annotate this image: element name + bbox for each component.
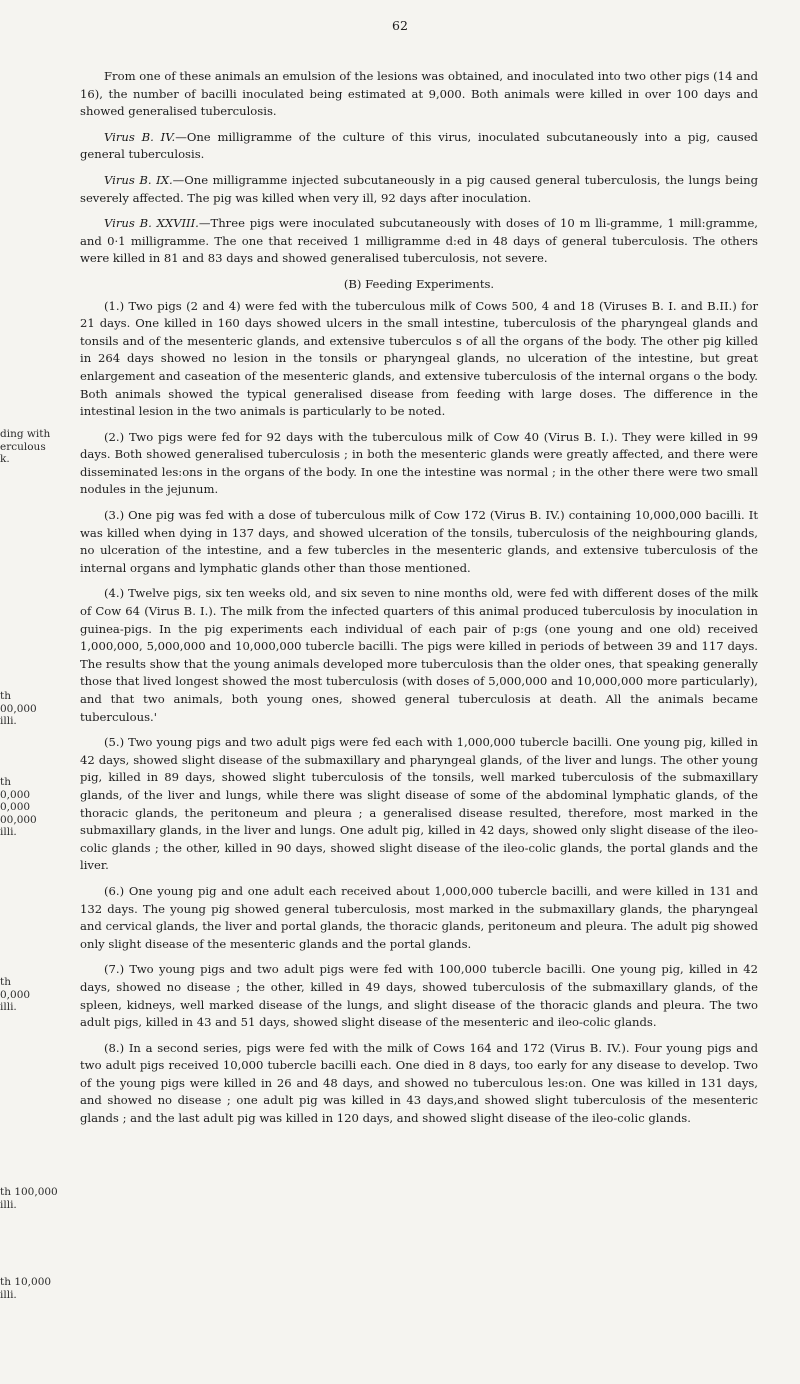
margin-note: th 10,000 illi. bbox=[0, 1276, 52, 1301]
virus-lead: Virus B. IX. bbox=[104, 172, 173, 187]
margin-note: th 0,000 illi. bbox=[0, 976, 31, 1013]
paragraph-exp-5: (5.) Two young pigs and two adult pigs were fed each with 1,000,000 tubercle bacilli. One young pig, killed in 42 days, showed slight disease of the submaxillary and pharyngeal glands, of the liver and lungs. The other young pig, killed in 89 days, showed slight tuberculosis of the tonsils, well marked tuberculosis of the submaxillary glands, of the liver and lungs, while there was slight disease of some of the abdominal lymphatic glands, of the thoracic glands, the peritoneum and pleura ; a generalised disease resulted, therefore, most marked in the submaxillary glands, in the liver and lungs. One adult pig, killed in 42 days, showed only slight disease of the ileo-colic glands ; the other, killed in 90 days, showed slight disease of the ileo-colic glands, the portal glands and the liver. bbox=[80, 735, 758, 873]
virus-lead: Virus B. IV. bbox=[104, 129, 176, 144]
virus-lead: Virus B. XXVIII. bbox=[104, 216, 199, 231]
paragraph-exp-2: (2.) Two pigs were fed for 92 days with the tuberculous milk of Cow 40 (Virus B. I.). They were killed in 99 days. Both showed generalised tuberculosis ; in both the mesenteric glands were greatly affected, and there were disseminated les:ons in the organs of the body. In one the intestine was normal ; in the other there were two small nodules in the jejunum. bbox=[80, 429, 758, 497]
margin-note: ding with erculous k. bbox=[0, 428, 51, 465]
paragraph-exp-8: (8.) In a second series, pigs were fed with the milk of Cows 164 and 172 (Virus B. IV.). Four young pigs and two adult pigs received 10,000 tubercle bacilli each. One died in 8 days, too early for any disease to develop. Two of the young pigs were killed in 26 and 48 days, and showed no tuberculous les:on. One was killed in 131 days, and showed no disease ; one adult pig was killed in 43 days,and showed slight tuberculosis of the mesenteric glands ; and the last adult pig was killed in 120 days, and showed slight disease of the ileo-colic glands. bbox=[80, 1040, 758, 1126]
paragraph-exp-4: (4.) Twelve pigs, six ten weeks old, and six seven to nine months old, were fed with different doses of the milk of Cow 64 (Virus B. I.). The milk from the infected quarters of this animal produced tuberculosis by inoculation in guinea-pigs. In the pig experiments each individual of each pair of p:gs (one young and one old) received 1,000,000, 5,000,000 and 10,000,000 tubercle bacilli. The pigs were killed in periods of between 39 and 117 days. The results show that the young animals developed more tuberculosis than the older ones, that speaking generally those that lived longest showed the most tuberculosis (with doses of 5,000,000 and 10,000,000 more particularly), and that two animals, both young ones, showed general tuberculosis at death. All the animals became tuberculous.' bbox=[80, 586, 758, 724]
paragraph-virus-b9: Virus B. IX.—One milligramme injected subcutaneously in a pig caused general tuberculosis, the lungs being severely affected. The pig was killed when very ill, 92 days after inoculation. bbox=[80, 172, 758, 205]
body-text bbox=[80, 68, 758, 1136]
paragraph-virus-b28: Virus B. XXVIII.—Three pigs were inoculated subcutaneously with doses of 10 m lli-gramme, 1 mill:gramme, and 0·1 milligramme. The one that received 1 milligramme d:ed in 48 days of general tuberculosis. The others were killed in 81 and 83 days and showed generalised tuberculosis, not severe. bbox=[80, 216, 758, 266]
paragraph-exp-1: (1.) Two pigs (2 and 4) were fed with the tuberculous milk of Cows 500, 4 and 18 (Viruses B. I. and B.II.) for 21 days. One killed in 160 days showed ulcers in the small intestine, tuberculosis of the pharyngeal glands and tonsils and of the mesenteric glands, and extensive tuberculos s of all the organs of the body. The other pig killed in 264 days showed no lesion in the tonsils or pharyngeal glands, no ulceration of the intestine, but great enlargement and caseation of the mesenteric glands, and extensive tuberculosis of the internal organs o the body. Both animals showed the typical generalised disease from feeding with large doses. The difference in the intestinal lesion in the two animals is particularly to be noted. bbox=[80, 298, 758, 419]
margin-note: th 00,000 illi. bbox=[0, 690, 37, 727]
margin-note: th 100,000 illi. bbox=[0, 1186, 58, 1211]
paragraph-exp-3: (3.) One pig was fed with a dose of tuberculous milk of Cow 172 (Virus B. IV.) containing 10,000,000 bacilli. It was killed when dying in 137 days, and showed ulceration of the tonsils, tuberculosis of the neighbouring glands, no ulceration of the intestine, and a few tubercles in the mesenteric glands, and extensive tuberculosis of the internal organs and lymphatic glands other than those mentioned. bbox=[80, 508, 758, 575]
paragraph-exp-7: (7.) Two young pigs and two adult pigs were fed with 100,000 tubercle bacilli. One young pig, killed in 42 days, showed no disease ; the other, killed in 49 days, showed tuberculosis of the submaxillary glands, of the spleen, kidneys, well marked disease of the lungs, and slight disease of the thoracic glands and pleura. The two adult pigs, killed in 43 and 51 days, showed slight disease of the mesenteric and ileo-colic glands. bbox=[80, 962, 758, 1030]
paragraph-virus-b4: Virus B. IV.—One milligramme of the culture of this virus, inoculated subcutaneously into a pig, caused general tuberculosis. bbox=[80, 129, 758, 162]
paragraph-exp-6: (6.) One young pig and one adult each received about 1,000,000 tubercle bacilli, and were killed in 131 and 132 days. The young pig showed general tuberculosis, most marked in the submaxillary glands, the pharyngeal and cervical glands, the liver and portal glands, the thoracic glands, peritoneum and pleura. The adult pig showed only slight disease of the mesenteric glands and the portal glands. bbox=[80, 883, 758, 951]
section-heading: (B) Feeding Experiments. bbox=[343, 276, 495, 291]
page-number: 62 bbox=[392, 18, 408, 33]
paragraph-intro: From one of these animals an emulsion of the lesions was obtained, and inoculated into two other pigs (14 and 16), the number of bacilli inoculated being estimated at 9,000. Both animals were killed in over 100 days and showed generalised tuberculosis. bbox=[80, 69, 758, 119]
margin-note: th 0,000 0,000 00,000 illi. bbox=[0, 776, 37, 838]
